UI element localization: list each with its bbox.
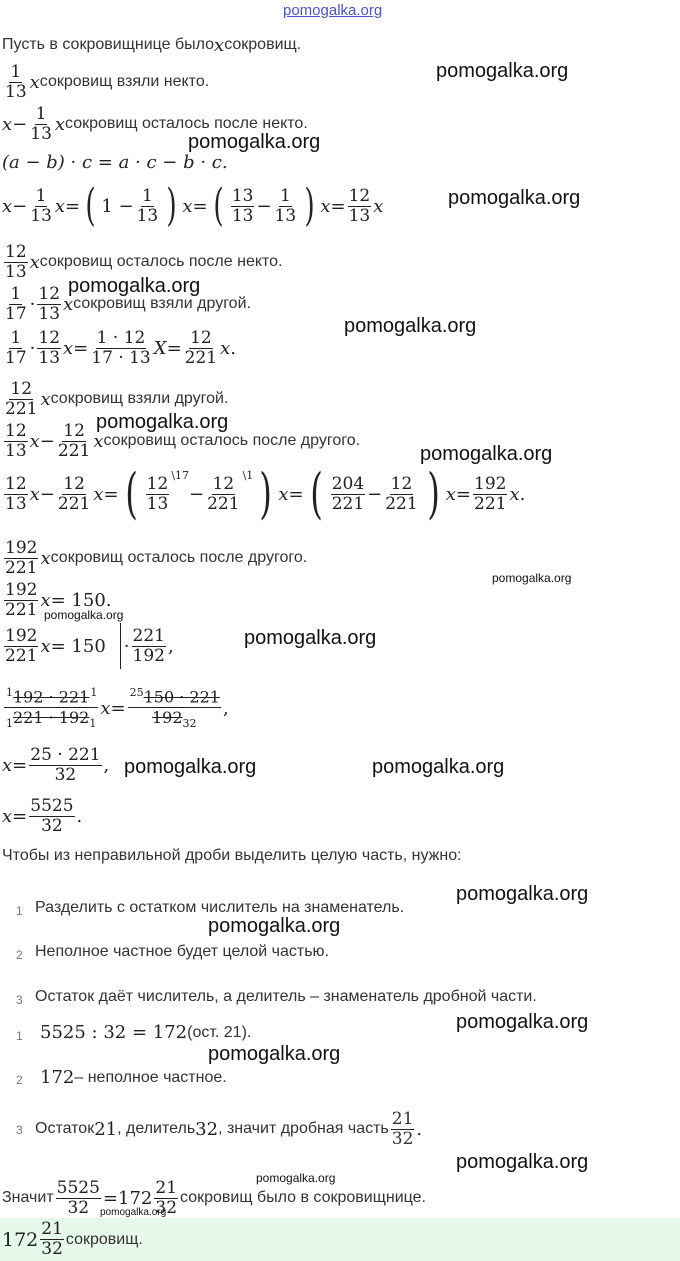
step-math: 21: [94, 1118, 118, 1140]
fraction: 1 17: [5, 327, 27, 368]
var-x: x: [63, 293, 74, 315]
period: .: [519, 483, 526, 505]
var-x: x: [278, 483, 289, 505]
fraction: $^1192 \cdot 221^1$ $_1221 \cdot 192_1$: [4, 683, 98, 733]
step-text: (ост. 21).: [187, 1023, 252, 1041]
rule-number: 3: [16, 993, 23, 1007]
minus: −: [12, 195, 28, 217]
took-first-line: [2, 60, 209, 104]
var-x: x: [54, 195, 66, 217]
step-math: 172: [40, 1067, 75, 1088]
equals: =: [192, 195, 208, 217]
answer-text: сокровищ.: [65, 1230, 143, 1248]
var-x: x: [100, 697, 111, 719]
text: сокровищ осталось после некто.: [65, 115, 308, 132]
fraction: 21 32: [155, 1177, 178, 1218]
minus: −: [39, 483, 55, 505]
step-item: [40, 1067, 227, 1088]
watermark: pomogalka.org: [100, 1207, 167, 1218]
fraction: 204 221: [331, 473, 365, 514]
equals: =: [110, 697, 126, 719]
fraction: $\frac{192}{221}$: [474, 473, 507, 514]
eq-150: = 150: [50, 589, 106, 611]
equals: =: [73, 337, 89, 359]
minus: −: [189, 483, 205, 505]
intro-line: [2, 34, 301, 56]
step-number: 3: [16, 1123, 23, 1137]
conclusion-line: [2, 1174, 426, 1222]
period: .: [416, 1118, 423, 1140]
watermark: pomogalka.org: [244, 627, 377, 649]
fraction: 1 13: [5, 61, 27, 102]
rule-intro: Чтобы из неправильной дроби выделить целую часть, нужно:: [2, 847, 462, 864]
fraction: $\frac{1}{13}$: [30, 103, 52, 144]
fraction: $\frac{1}{13}$: [274, 185, 297, 226]
var-x: x: [182, 195, 193, 217]
text: сокровищ взяли другой.: [50, 390, 229, 407]
step-item: [35, 1105, 422, 1153]
var-x: x: [93, 430, 104, 452]
cancellation-step: [2, 680, 229, 736]
watermark: pomogalka.org: [124, 756, 257, 778]
var-x: x: [54, 113, 66, 135]
var-x: x: [63, 337, 74, 359]
fraction: $\frac{5525}{32}$: [30, 795, 74, 836]
equals: =: [288, 483, 304, 505]
watermark: pomogalka.org: [256, 1171, 336, 1185]
equals: =: [12, 754, 28, 776]
fraction: $\frac{12}{221}$: [385, 473, 418, 514]
equals: =: [12, 805, 28, 827]
x-value: [2, 794, 82, 838]
fraction: $\frac{5525}{32}$: [56, 1177, 100, 1218]
watermark: pomogalka.org: [456, 1011, 589, 1033]
var-x: x: [29, 71, 40, 93]
fraction: 12 13: [5, 473, 27, 514]
simplify-equation: [2, 178, 383, 234]
paren-open: (: [85, 180, 96, 231]
rule-text: Остаток даёт числитель, а делитель – знаменатель дробной части.: [35, 988, 537, 1005]
dot: ·: [123, 635, 130, 657]
dot: ·: [29, 337, 36, 359]
step-text: Остаток: [35, 1120, 95, 1137]
whole-part: 172: [118, 1187, 153, 1209]
dot: ·: [29, 293, 36, 315]
var-x: x: [445, 483, 456, 505]
fraction: 12 13: [38, 283, 61, 324]
watermark: pomogalka.org: [344, 315, 477, 337]
rule-text: Разделить с остатком числитель на знаменатель.: [35, 899, 405, 916]
fraction: 192 221: [5, 537, 38, 578]
minus: −: [12, 113, 28, 135]
fraction: 21 32: [391, 1108, 414, 1149]
step-text: – неполное частное.: [74, 1068, 227, 1086]
var-x: x: [509, 483, 520, 505]
var-x: x: [2, 113, 13, 135]
step-text: , значит дробная часть: [218, 1120, 389, 1137]
var-x: x: [40, 589, 51, 611]
var-x: x: [93, 483, 104, 505]
fraction: 12 13: [146, 473, 169, 514]
watermark: pomogalka.org: [96, 411, 229, 433]
watermark: pomogalka.org: [44, 608, 124, 622]
fraction: $\frac{12}{221}$: [207, 473, 240, 514]
minus: −: [367, 483, 383, 505]
fraction: 192 221: [5, 579, 38, 620]
var-x: x: [2, 195, 13, 217]
left-second-calc: [2, 463, 525, 525]
var-x: x: [320, 195, 331, 217]
var-x: x: [29, 483, 40, 505]
period: .: [230, 337, 237, 359]
factor-17: \17: [171, 469, 190, 482]
paren-close: ): [426, 462, 440, 525]
fraction: 192 221: [5, 625, 38, 666]
watermark: pomogalka.org: [456, 1151, 589, 1173]
text: сокровищ осталось после другого.: [50, 549, 308, 566]
one-minus: 1 −: [101, 195, 134, 217]
fraction: 221 192: [132, 625, 165, 666]
var-x: x: [373, 195, 384, 217]
var-x: x: [214, 34, 225, 56]
factor-1: \1: [242, 469, 254, 482]
rule-number: 2: [16, 948, 23, 962]
watermark: pomogalka.org: [372, 756, 505, 778]
watermark: pomogalka.org: [188, 131, 321, 153]
step-item: [40, 1022, 251, 1043]
fraction: $\frac{25 \cdot 221}{32}$: [30, 744, 101, 785]
var-x: x: [2, 754, 13, 776]
comma: ,: [222, 697, 229, 719]
var-x: x: [2, 805, 13, 827]
minus: −: [256, 195, 272, 217]
paren-open: (: [213, 180, 224, 231]
text: сокровищ взяли другой.: [73, 295, 251, 312]
equals: =: [166, 337, 182, 359]
watermark: pomogalka.org: [492, 571, 572, 585]
fraction: 13 13: [231, 185, 254, 226]
fraction: $\frac{12}{221}$: [57, 473, 91, 514]
fraction: 12 13: [5, 241, 27, 282]
equals: =: [102, 1187, 119, 1209]
period: .: [76, 805, 83, 827]
top-watermark-link[interactable]: pomogalka.org: [283, 2, 383, 19]
step-number: 1: [16, 1029, 23, 1043]
fraction: $\frac{12}{13}$: [348, 185, 371, 226]
watermark: pomogalka.org: [208, 915, 341, 937]
minus: −: [39, 430, 55, 452]
var-x: x: [220, 337, 231, 359]
fraction: 12 221: [5, 378, 38, 419]
step-math: 32: [195, 1118, 219, 1140]
answer-box: [0, 1218, 680, 1261]
took-second-calc: [2, 324, 236, 372]
paren-open: (: [124, 462, 138, 525]
text: Значит: [2, 1189, 54, 1206]
watermark: pomogalka.org: [208, 1043, 341, 1065]
watermark: pomogalka.org: [456, 883, 589, 905]
left-second-result: [2, 536, 307, 580]
var-X: X: [153, 337, 167, 359]
equals: =: [65, 195, 81, 217]
watermark: pomogalka.org: [436, 60, 569, 82]
text: сокровищ было в сокровищнице.: [180, 1189, 426, 1206]
divider-bar: [120, 623, 121, 669]
rule-text: Неполное частное будет целой частью.: [35, 943, 329, 960]
var-x: x: [40, 635, 51, 657]
rule-number: 1: [16, 904, 23, 918]
fraction: $\frac{^{25}150 \cdot 221}{192_{32}}$: [128, 683, 221, 733]
watermark: pomogalka.org: [420, 443, 553, 465]
paren-close: ): [259, 462, 273, 525]
intro-prefix: Пусть в сокровищнице было: [2, 36, 215, 53]
equals: =: [455, 483, 472, 505]
fraction: $\frac{12}{221}$: [57, 420, 91, 461]
fraction: $\frac{12}{221}$: [184, 327, 218, 368]
fraction: $\frac{1}{13}$: [136, 185, 159, 226]
step-math: 5525 : 32 = 172: [40, 1022, 188, 1043]
equals: =: [330, 195, 346, 217]
step-text: , делитель: [117, 1120, 196, 1137]
var-x: x: [29, 251, 40, 273]
fraction: $\frac{1}{13}$: [30, 185, 52, 226]
paren-close: ): [166, 180, 177, 231]
paren-close: ): [304, 180, 315, 231]
answer-whole: 172: [2, 1228, 39, 1251]
text: сокровищ осталось после другого.: [103, 432, 361, 449]
var-x: x: [29, 430, 40, 452]
fraction: 12 13: [38, 327, 61, 368]
var-x: x: [40, 388, 51, 410]
equals: =: [103, 483, 119, 505]
watermark: pomogalka.org: [68, 275, 201, 297]
var-x: x: [40, 547, 51, 569]
eq-150: = 150: [50, 635, 106, 657]
fraction: 12 13: [5, 420, 27, 461]
watermark: pomogalka.org: [448, 187, 581, 209]
comma: ,: [167, 635, 174, 657]
intro-suffix: сокровищ.: [224, 36, 302, 53]
text: сокровищ осталось после некто.: [39, 253, 283, 270]
step-number: 2: [16, 1073, 23, 1087]
comma: ,: [103, 754, 110, 776]
fraction: 1 17: [5, 283, 27, 324]
x-product: [2, 740, 109, 790]
paren-open: (: [309, 462, 323, 525]
text: сокровищ взяли некто.: [39, 73, 210, 90]
period: .: [105, 589, 112, 611]
fraction: $\frac{1 \cdot 12}{17 \cdot 13}$: [91, 327, 151, 368]
answer-fraction: 21 32: [41, 1219, 63, 1259]
distributive-law: (a − b) · c = a · c − b · c.: [2, 151, 228, 173]
multiply-step: [2, 622, 174, 670]
